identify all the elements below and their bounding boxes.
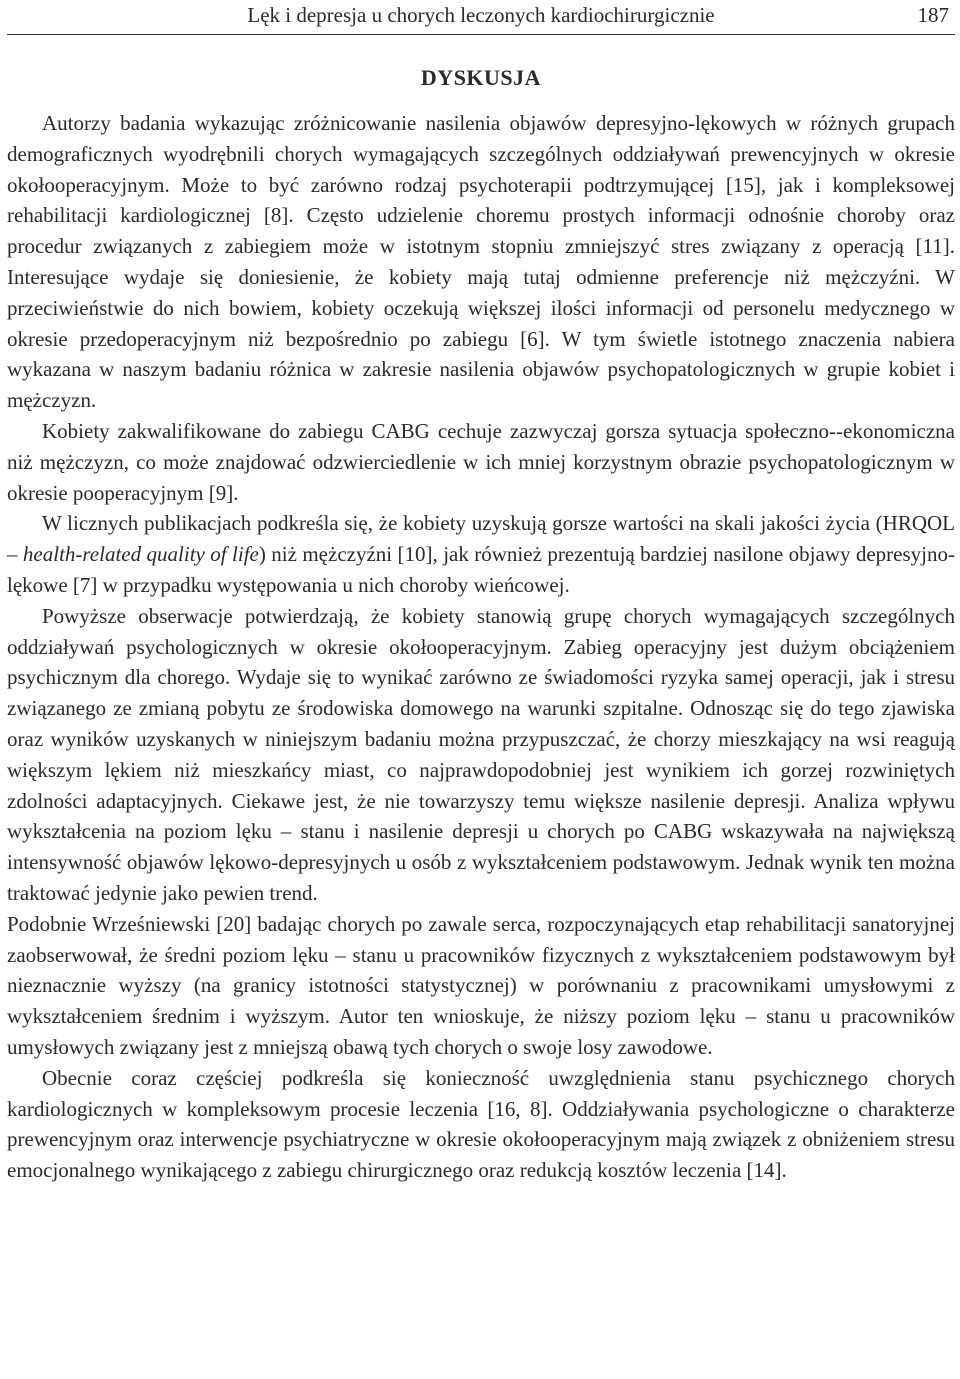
paragraph-5: Podobnie Wrześniewski [20] badając chorych po zawale serca, rozpoczynających etap rehabilitacji sanatoryjnej zaobserwował, że średni poziom lęku – stanu u pracowników fizycznych z wykształceniem podstawowym był nieznacznie wyższy (na granicy istotności statystycznej) w porównaniu z pracownikami umysłowymi z wykształceniem średnim i wyższym. Autor ten wnioskuje, że niższy poziom lęku – stanu u pracowników umysłowych związany jest z mniejszą obawą tych chorych o swoje losy zawodowe.	[7, 911, 955, 1059]
paragraph-4: Powyższe obserwacje potwierdzają, że kobiety stanowią grupę chorych wymagających szczególnych oddziaływań psychologicznych w okresie okołooperacyjnym. Zabieg operacyjny jest dużym obciążeniem psychicznym dla chorego. Wydaje się to wynikać zarówno ze świadomości ryzyka samej operacji, jak i stresu związanego ze zmianą pobytu ze środowiska domowego na warunki szpitalne. Odnosząc się do tego zjawiska oraz wyników uzyskanych w niniejszym badaniu można przypuszczać, że chorzy mieszkający na wsi reagują większym lękiem niż mieszkańcy miast, co najprawdopodobniej jest wynikiem ich gorzej rozwiniętych zdolności adaptacyjnych. Ciekawe jest, że nie towarzyszy temu większe nasilenie depresji. Analiza wpływu wykształcenia na poziom lęku – stanu i nasilenie depresji u chorych po CABG wskazywała na największą intensywność objawów lękowo-depresyjnych u osób z wykształceniem podstawowym. Jednak wynik ten można traktować jedynie jako pewien trend.	[7, 603, 955, 905]
paragraph-3-text-start: W licznych publikacjach podkreśla się, że kobiety uzyskują gorsze wartości na skali jakości życia (HRQOL –	[7, 511, 955, 567]
paragraph-1: Autorzy badania wykazując zróżnicowanie nasilenia objawów depresyjno-lękowych w różnych grupach demograficznych wyodrębnili chorych wymagających szczególnych oddziaływań prewencyjnych w okresie okołooperacyjnym. Może to być zarówno rodzaj psychoterapii podtrzymującej [15], jak i kompleksowej rehabilitacji kardiologicznej [8]. Często udzielenie choremu prostych informacji odnośnie choroby oraz procedur związanych z zabiegiem może w istotnym stopniu zmniejszyć stres związany z operacją [11]. Interesujące wydaje się doniesienie, że kobiety mają tutaj odmienne preferencje niż mężczyźni. W przeciwieństwie do nich bowiem, kobiety oczekują większej ilości informacji od personelu medycznego w okresie przedoperacyjnym niż bezpośrednio po zabiegu [6]. W tym świetle istotnego znaczenia nabiera wykazana w naszym badaniu różnica w zakresie nasilenia objawów psychopatologicznych w grupie kobiet i mężczyzn.	[7, 111, 955, 413]
paragraph-6: Obecnie coraz częściej podkreśla się konieczność uwzględnienia stanu psychicznego chorych kardiologicznych w kompleksowym procesie leczenia [16, 8]. Oddziaływania psychologiczne o charakterze prewencyjnym oraz interwencje psychiatryczne w okresie okołooperacyjnym mają związek z obniżeniem stresu emocjonalnego wynikającego z zabiegu chirurgicznego oraz redukcją kosztów leczenia [14].	[7, 1065, 955, 1183]
header-rule	[7, 34, 955, 35]
running-title: Lęk i depresja u chorych leczonych kardiochirurgicznie	[247, 3, 715, 27]
paragraph-2: Kobiety zakwalifikowane do zabiegu CABG cechuje zazwyczaj gorsza sytuacja społeczno--ekonomiczna niż mężczyzn, co może znajdować odzwierciedlenie w ich mniej korzystnym obrazie psychopatologicznym w okresie pooperacyjnym [9].	[7, 418, 955, 505]
paragraph-3-italic-term: health-related quality of life	[22, 542, 259, 567]
paragraph-3	[7, 508, 955, 600]
page-number: 187	[917, 3, 949, 27]
running-header	[7, 0, 955, 34]
section-title: DYSKUSJA	[420, 65, 542, 90]
section-body	[7, 108, 955, 1186]
paragraph-3-text-end: ) niż mężczyźni [10], jak również prezentują bardziej nasilone objawy depresyjno-lękowe [7] w przypadku występowania u nich choroby wieńcowej.	[7, 542, 956, 597]
